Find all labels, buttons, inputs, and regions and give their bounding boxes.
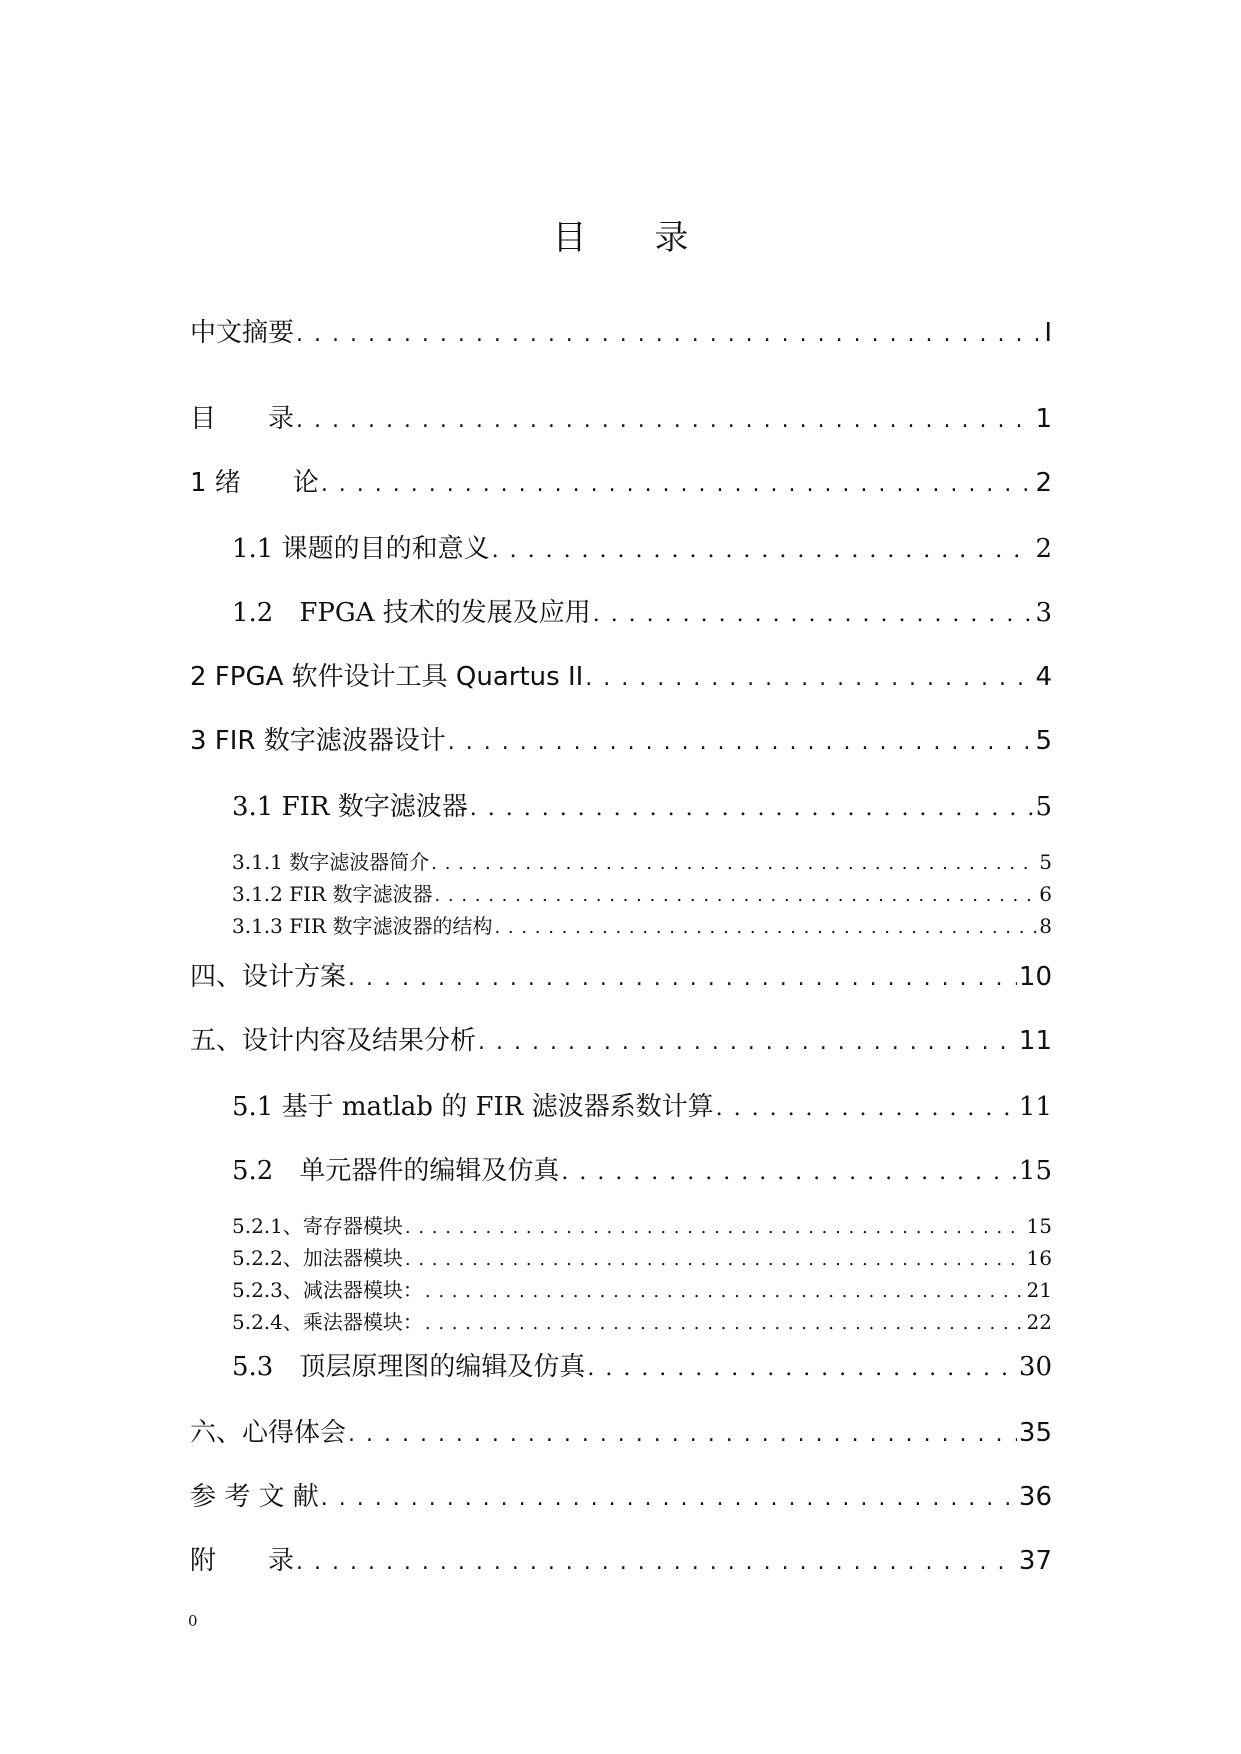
toc-page-number: 4 [1035,662,1052,692]
toc-page-number: 2 [1035,534,1052,564]
toc-entry-section-3-1[interactable] [232,786,1052,823]
toc-page-number: 11 [1018,1026,1052,1056]
toc-entry-chapter-6[interactable] [190,1412,1052,1449]
toc-page-number: 3 [1035,598,1052,628]
toc-leader-dots [434,882,1037,906]
toc-page-number: 10 [1018,962,1052,992]
toc-leader-dots [494,914,1037,938]
toc-page-number: I [1044,318,1052,348]
toc-entry-label: 1 绪 论 [190,468,319,498]
toc-entry-section-5-2-1[interactable] [232,1210,1052,1239]
toc-entry-chapter-4[interactable] [190,956,1052,993]
toc-page-number: 35 [1018,1418,1052,1448]
toc-leader-dots [321,468,1034,498]
toc-leader-dots [296,404,1033,434]
toc-page-number: 36 [1018,1482,1052,1512]
toc-leader-dots [716,1092,1017,1122]
toc-entry-section-5-3[interactable] [232,1346,1052,1383]
toc-entry-label: 四、设计方案 [190,962,347,992]
toc-leader-dots [405,1246,1025,1270]
toc-page-number: 22 [1026,1310,1052,1334]
toc-leader-dots [561,1156,1017,1186]
title-text: 目 录 [552,218,689,258]
toc-entry-section-1-2[interactable] [232,592,1052,629]
toc-entry-appendix[interactable] [190,1540,1052,1577]
toc-leader-dots [470,792,1034,822]
toc-entry-label: 附 录 [190,1546,295,1576]
toc-entry-chapter-2[interactable] [190,656,1052,693]
toc-entry-section-3-1-2[interactable] [232,878,1052,907]
toc-entry-section-3-1-1[interactable] [232,846,1052,875]
toc-entry-label: 3.1.1 数字滤波器简介 [232,850,430,874]
toc-entry-label: 5.2 单元器件的编辑及仿真 [232,1156,560,1186]
toc-leader-dots [348,1418,1017,1448]
toc-entry-section-3-1-3[interactable] [232,910,1052,939]
toc-entry-label: 3.1 FIR 数字滤波器 [232,792,468,822]
toc-leader-dots [448,726,1034,756]
toc-leader-dots [593,598,1034,628]
toc-leader-dots [431,850,1037,874]
toc-leader-dots [348,962,1017,992]
toc-entry-label: 5.1 基于 matlab 的 FIR 滤波器系数计算 [232,1092,714,1122]
toc-entry-label: 3.1.2 FIR 数字滤波器 [232,882,433,906]
toc-entry-section-5-1[interactable] [232,1086,1052,1123]
toc-leader-dots [478,1026,1017,1056]
toc-entry-label: 5.2.3、减法器模块： [232,1278,423,1302]
toc-entry-chapter-1[interactable] [190,462,1052,499]
toc-entry-label: 5.2.2、加法器模块 [232,1246,403,1270]
toc-leader-dots [585,662,1033,692]
toc-entry-abstract[interactable] [190,312,1052,349]
toc-entry-label: 3.1.3 FIR 数字滤波器的结构 [232,914,493,938]
toc-leader-dots [405,1214,1025,1238]
toc-page-number: 5 [1035,792,1052,822]
page-title [0,210,1241,259]
toc-entry-contents[interactable] [190,398,1052,435]
toc-entry-chapter-3[interactable] [190,720,1052,757]
toc-page-number: 6 [1039,882,1052,906]
toc-leader-dots [296,1546,1017,1576]
toc-leader-dots [425,1310,1025,1334]
toc-leader-dots [296,318,1042,348]
toc-leader-dots [425,1278,1025,1302]
toc-entry-label: 六、心得体会 [190,1418,347,1448]
toc-page-number: 15 [1026,1214,1052,1238]
toc-entry-label: 5.2.1、寄存器模块 [232,1214,403,1238]
toc-entry-chapter-5[interactable] [190,1020,1052,1057]
toc-entry-label: 目 录 [190,404,295,434]
toc-page-number: 5 [1039,850,1052,874]
toc-page-number: 5 [1035,726,1052,756]
toc-entry-references[interactable] [190,1476,1052,1513]
toc-entry-label: 中文摘要 [190,318,295,348]
toc-leader-dots [587,1352,1017,1382]
toc-page-number: 15 [1018,1156,1052,1186]
toc-entry-label: 五、设计内容及结果分析 [190,1026,477,1056]
toc-page-number: 8 [1039,914,1052,938]
toc-page-number: 1 [1035,404,1052,434]
toc-entry-section-5-2[interactable] [232,1150,1052,1187]
toc-entry-label: 2 FPGA 软件设计工具 Quartus II [190,662,584,692]
toc-entry-section-5-2-3[interactable] [232,1274,1052,1303]
toc-entry-label: 5.2.4、乘法器模块： [232,1310,423,1334]
toc-page-number: 11 [1018,1092,1052,1122]
toc-entry-label: 3 FIR 数字滤波器设计 [190,726,446,756]
toc-entry-section-5-2-2[interactable] [232,1242,1052,1271]
toc-page-number: 16 [1026,1246,1052,1270]
toc-entry-label: 1.2 FPGA 技术的发展及应用 [232,598,591,628]
toc-page-number: 2 [1035,468,1052,498]
toc-leader-dots [321,1482,1017,1512]
footer-page-number: 0 [188,1612,198,1630]
toc-entry-section-1-1[interactable] [232,528,1052,565]
toc-entry-section-5-2-4[interactable] [232,1306,1052,1335]
toc-entry-label: 参 考 文 献 [190,1482,319,1512]
toc-page-number: 37 [1018,1546,1052,1576]
toc-entry-label: 1.1 课题的目的和意义 [232,534,490,564]
toc-entry-label: 5.3 顶层原理图的编辑及仿真 [232,1352,586,1382]
toc-page-number: 30 [1018,1352,1052,1382]
toc-leader-dots [492,534,1034,564]
toc-page-number: 21 [1026,1278,1052,1302]
